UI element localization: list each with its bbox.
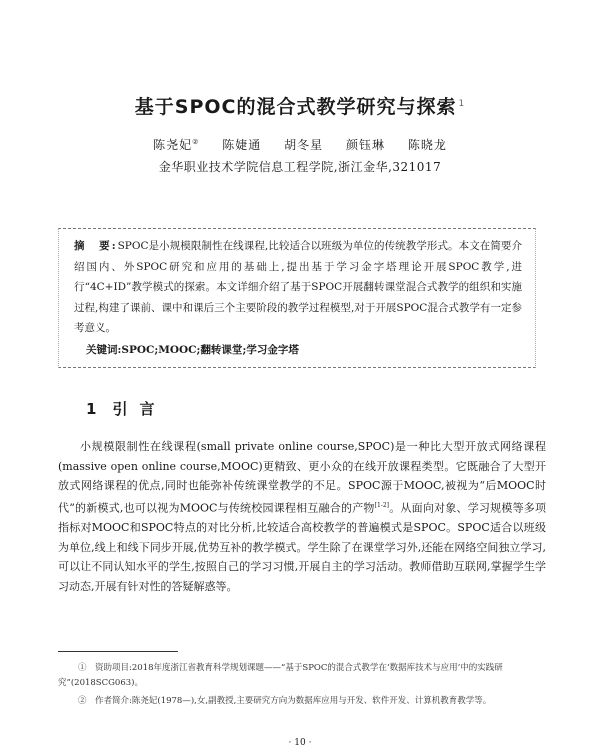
abstract-text: SPOC是小规模限制性在线课程,比较适合以班级为单位的传统教学形式。本文在简要介绍国内、外SPOC研究和应用的基础上,提出基于学习金字塔理论开展SPOC教学,进行“4C+ID”教学模式的探索。本文详细介绍了基于SPOC开展翻转课堂混合式教学的组织和实施过程,构建了课前、课中和课后三个主要阶段的教学过程模型,对于开展SPOC混合式教学有一定参考意义。 bbox=[74, 240, 522, 334]
footnote-author-bio: ② 作者简介:陈尧妃(1978—),女,副教授,主要研究方向为数据库应用与开发、软件开发、计算机教育教学等。 bbox=[78, 696, 492, 706]
abstract bbox=[74, 236, 522, 339]
keyword: MOOC bbox=[158, 344, 197, 356]
citation-mark: [1-2] bbox=[374, 501, 389, 509]
affiliation: 金华职业技术学院信息工程学院,浙江金华,321017 bbox=[158, 160, 442, 174]
section-title: 引言 bbox=[112, 400, 167, 418]
paper-title bbox=[0, 92, 600, 119]
author-name: 胡冬星 bbox=[284, 138, 324, 152]
keyword: 翻转课堂 bbox=[200, 344, 243, 356]
title-text: 基于SPOC的混合式教学研究与探索 bbox=[134, 96, 457, 118]
keyword: 学习金字塔 bbox=[246, 344, 299, 356]
body-paragraph: 小规模限制性在线课程(small private online course,SPOC)是一种比大型开放式网络课程(massive open online course,MOOC)更精致、更小众的在线开放课程类型。它既融合了大型开放式网络课程的优点,同时也能弥补传统课堂教学的不足。SPOC源于MOOC,被视为“后MOOC时代”的新模式,也可以视为MOOC与传统校园课程相互融合的产物[1-2]。从面向对象、学习规模等多项指标对MOOC和SPOC特点的对比分析,比较适合高校教学的普遍模式是SPOC。SPOC适合以班级为单位,线上和线下同步开展,优势互补的教学模式。学生除了在课堂学习外,还能在网络空间独立学习,可以让不同认知水平的学生,按照自己的学习习惯,开展自主的学习活动。教师借助互联网,掌握学生学习动态,开展有针对性的答疑解惑等。 bbox=[58, 440, 546, 593]
keywords: 关键词:SPOC;MOOC;翻转课堂;学习金字塔 bbox=[86, 344, 299, 356]
author-name: 颜钰琳 bbox=[345, 138, 385, 152]
footnote-funding: ① 资助项目:2018年度浙江省教育科学规划课题——“基于SPOC的混合式教学在‘数据库技术与应用’中的实践研究”(2018SCG063)。 bbox=[58, 663, 503, 688]
abstract-label: 摘 要: bbox=[74, 240, 118, 252]
footnote-divider bbox=[58, 651, 178, 652]
title-footnote-mark: 1 bbox=[458, 98, 466, 109]
author-name: 陈尧妃② bbox=[153, 138, 200, 152]
section-heading bbox=[86, 398, 166, 419]
author-name: 陈婕通 bbox=[222, 138, 262, 152]
keyword: SPOC bbox=[121, 344, 155, 356]
author-name: 陈晓龙 bbox=[407, 138, 447, 152]
section-number: 1 bbox=[86, 400, 97, 418]
keywords-label: 关键词: bbox=[86, 344, 122, 356]
author-list bbox=[0, 136, 600, 153]
page-number: · 10 · bbox=[288, 738, 312, 748]
